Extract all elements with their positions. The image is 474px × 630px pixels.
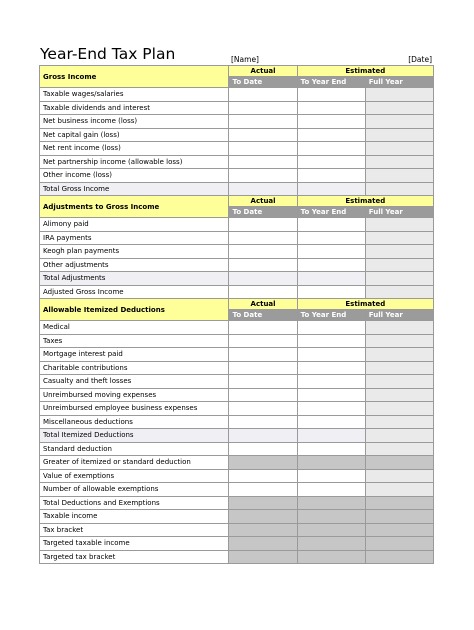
full-year-cell[interactable] — [365, 550, 433, 564]
table-row — [40, 258, 434, 272]
to-date-cell[interactable] — [229, 142, 297, 156]
to-year-end-header: To Year End — [297, 77, 365, 88]
table-row — [40, 334, 434, 348]
row-label: Total Deductions and Exemptions — [40, 496, 229, 510]
table-row — [40, 231, 434, 245]
full-year-cell[interactable] — [365, 101, 433, 115]
to-year-end-cell[interactable] — [297, 258, 365, 272]
full-year-cell[interactable] — [365, 375, 433, 389]
row-label: Other income (loss) — [40, 169, 229, 183]
row-label: Unreimbursed employee business expenses — [40, 402, 229, 416]
to-year-end-cell[interactable] — [297, 496, 365, 510]
to-year-end-cell[interactable] — [297, 321, 365, 335]
to-date-cell[interactable] — [229, 496, 297, 510]
full-year-cell[interactable] — [365, 169, 433, 183]
to-year-end-header: To Year End — [297, 310, 365, 321]
date-placeholder[interactable]: [Date] — [408, 55, 432, 64]
to-date-cell[interactable] — [229, 169, 297, 183]
to-date-cell[interactable] — [229, 456, 297, 470]
to-date-cell[interactable] — [229, 469, 297, 483]
full-year-cell[interactable] — [365, 537, 433, 551]
table-row — [40, 115, 434, 129]
row-label: Total Gross Income — [40, 182, 229, 196]
to-year-end-cell[interactable] — [297, 285, 365, 299]
row-label: Miscellaneous deductions — [40, 415, 229, 429]
to-date-cell[interactable] — [229, 218, 297, 232]
full-year-cell[interactable] — [365, 348, 433, 362]
table-row — [40, 245, 434, 259]
row-label: Tax bracket — [40, 523, 229, 537]
to-year-end-cell[interactable] — [297, 128, 365, 142]
table-row — [40, 550, 434, 564]
full-year-cell[interactable] — [365, 483, 433, 497]
to-date-cell[interactable] — [229, 245, 297, 259]
to-date-cell[interactable] — [229, 537, 297, 551]
table-row — [40, 388, 434, 402]
row-label: Greater of itemized or standard deduction — [40, 456, 229, 470]
full-year-cell[interactable] — [365, 218, 433, 232]
row-label: Mortgage interest paid — [40, 348, 229, 362]
to-year-end-cell[interactable] — [297, 510, 365, 524]
to-year-end-cell[interactable] — [297, 537, 365, 551]
estimated-header: Estimated — [297, 66, 433, 77]
table-row — [40, 510, 434, 524]
table-row — [40, 155, 434, 169]
row-label: Unreimbursed moving expenses — [40, 388, 229, 402]
estimated-header: Estimated — [297, 196, 433, 207]
row-label: Keogh plan payments — [40, 245, 229, 259]
to-year-end-cell[interactable] — [297, 388, 365, 402]
to-date-header: To Date — [229, 77, 297, 88]
table-row — [40, 348, 434, 362]
to-date-cell[interactable] — [229, 272, 297, 286]
table-row — [40, 182, 434, 196]
full-year-header: Full Year — [365, 310, 433, 321]
full-year-cell[interactable] — [365, 469, 433, 483]
to-year-end-cell[interactable] — [297, 272, 365, 286]
full-year-cell[interactable] — [365, 258, 433, 272]
to-year-end-cell[interactable] — [297, 182, 365, 196]
estimated-header: Estimated — [297, 299, 433, 310]
full-year-cell[interactable] — [365, 142, 433, 156]
table-row — [40, 496, 434, 510]
to-date-cell[interactable] — [229, 182, 297, 196]
full-year-cell[interactable] — [365, 285, 433, 299]
full-year-cell[interactable] — [365, 456, 433, 470]
actual-header: Actual — [229, 66, 297, 77]
to-year-end-cell[interactable] — [297, 429, 365, 443]
full-year-cell[interactable] — [365, 510, 433, 524]
section-header-row — [40, 196, 434, 207]
row-label: Standard deduction — [40, 442, 229, 456]
to-date-header: To Date — [229, 207, 297, 218]
section-title: Adjustments to Gross Income — [40, 196, 229, 218]
to-year-end-cell[interactable] — [297, 218, 365, 232]
table-row — [40, 218, 434, 232]
to-date-cell[interactable] — [229, 101, 297, 115]
row-label: Charitable contributions — [40, 361, 229, 375]
table-row — [40, 415, 434, 429]
to-date-cell[interactable] — [229, 375, 297, 389]
full-year-cell[interactable] — [365, 388, 433, 402]
table-row — [40, 101, 434, 115]
table-row — [40, 272, 434, 286]
table-row — [40, 361, 434, 375]
table-row — [40, 285, 434, 299]
to-date-cell[interactable] — [229, 442, 297, 456]
table-row — [40, 128, 434, 142]
full-year-header: Full Year — [365, 207, 433, 218]
to-date-cell[interactable] — [229, 388, 297, 402]
to-year-end-cell[interactable] — [297, 245, 365, 259]
full-year-cell[interactable] — [365, 321, 433, 335]
to-date-cell[interactable] — [229, 510, 297, 524]
row-label: Total Adjustments — [40, 272, 229, 286]
full-year-cell[interactable] — [365, 272, 433, 286]
full-year-cell[interactable] — [365, 402, 433, 416]
to-date-cell[interactable] — [229, 155, 297, 169]
table-row — [40, 142, 434, 156]
table-row — [40, 469, 434, 483]
to-date-cell[interactable] — [229, 334, 297, 348]
table-row — [40, 169, 434, 183]
table-row — [40, 402, 434, 416]
row-label: Net rent income (loss) — [40, 142, 229, 156]
full-year-cell[interactable] — [365, 523, 433, 537]
to-year-end-cell[interactable] — [297, 523, 365, 537]
to-date-cell[interactable] — [229, 128, 297, 142]
page-title: Year-End Tax Plan — [40, 45, 176, 63]
to-year-end-cell[interactable] — [297, 348, 365, 362]
tax-plan-table — [39, 65, 434, 564]
to-year-end-cell[interactable] — [297, 469, 365, 483]
table-row — [40, 321, 434, 335]
full-year-cell[interactable] — [365, 442, 433, 456]
to-year-end-cell[interactable] — [297, 115, 365, 129]
to-date-cell[interactable] — [229, 321, 297, 335]
row-label: Medical — [40, 321, 229, 335]
section-header-row — [40, 66, 434, 77]
row-label: Casualty and theft losses — [40, 375, 229, 389]
full-year-cell[interactable] — [365, 245, 433, 259]
to-date-cell[interactable] — [229, 348, 297, 362]
row-label: Taxable dividends and interest — [40, 101, 229, 115]
section-title: Gross Income — [40, 66, 229, 88]
table-row — [40, 537, 434, 551]
to-year-end-cell[interactable] — [297, 550, 365, 564]
to-date-cell[interactable] — [229, 523, 297, 537]
row-label: Targeted taxable income — [40, 537, 229, 551]
section-header-row — [40, 299, 434, 310]
row-label: Other adjustments — [40, 258, 229, 272]
row-label: Adjusted Gross Income — [40, 285, 229, 299]
to-year-end-cell[interactable] — [297, 169, 365, 183]
to-date-cell[interactable] — [229, 550, 297, 564]
to-date-cell[interactable] — [229, 258, 297, 272]
to-year-end-cell[interactable] — [297, 415, 365, 429]
to-date-cell[interactable] — [229, 361, 297, 375]
table-row — [40, 429, 434, 443]
tax-plan-sheet — [39, 65, 434, 564]
full-year-cell[interactable] — [365, 155, 433, 169]
table-row — [40, 456, 434, 470]
full-year-cell[interactable] — [365, 429, 433, 443]
full-year-header: Full Year — [365, 77, 433, 88]
row-label: IRA payments — [40, 231, 229, 245]
full-year-cell[interactable] — [365, 88, 433, 102]
to-year-end-header: To Year End — [297, 207, 365, 218]
to-date-header: To Date — [229, 310, 297, 321]
full-year-cell[interactable] — [365, 334, 433, 348]
to-date-cell[interactable] — [229, 483, 297, 497]
table-row — [40, 483, 434, 497]
section-title: Allowable Itemized Deductions — [40, 299, 229, 321]
row-label: Net capital gain (loss) — [40, 128, 229, 142]
to-year-end-cell[interactable] — [297, 483, 365, 497]
table-body — [40, 66, 434, 564]
table-row — [40, 88, 434, 102]
full-year-cell[interactable] — [365, 231, 433, 245]
full-year-cell[interactable] — [365, 496, 433, 510]
table-row — [40, 523, 434, 537]
to-date-cell[interactable] — [229, 415, 297, 429]
row-label: Value of exemptions — [40, 469, 229, 483]
row-label: Taxable wages/salaries — [40, 88, 229, 102]
full-year-cell[interactable] — [365, 115, 433, 129]
row-label: Targeted tax bracket — [40, 550, 229, 564]
to-year-end-cell[interactable] — [297, 375, 365, 389]
row-label: Net partnership income (allowable loss) — [40, 155, 229, 169]
full-year-cell[interactable] — [365, 128, 433, 142]
name-placeholder[interactable]: [Name] — [231, 55, 259, 64]
full-year-cell[interactable] — [365, 182, 433, 196]
to-date-cell[interactable] — [229, 88, 297, 102]
row-label: Alimony paid — [40, 218, 229, 232]
row-label: Net business income (loss) — [40, 115, 229, 129]
to-date-cell[interactable] — [229, 115, 297, 129]
to-date-cell[interactable] — [229, 402, 297, 416]
to-year-end-cell[interactable] — [297, 101, 365, 115]
row-label: Taxes — [40, 334, 229, 348]
to-year-end-cell[interactable] — [297, 442, 365, 456]
to-date-cell[interactable] — [229, 429, 297, 443]
to-year-end-cell[interactable] — [297, 155, 365, 169]
table-row — [40, 442, 434, 456]
actual-header: Actual — [229, 196, 297, 207]
to-year-end-cell[interactable] — [297, 361, 365, 375]
to-date-cell[interactable] — [229, 231, 297, 245]
row-label: Number of allowable exemptions — [40, 483, 229, 497]
to-date-cell[interactable] — [229, 285, 297, 299]
to-year-end-cell[interactable] — [297, 142, 365, 156]
to-year-end-cell[interactable] — [297, 456, 365, 470]
to-year-end-cell[interactable] — [297, 88, 365, 102]
full-year-cell[interactable] — [365, 361, 433, 375]
to-year-end-cell[interactable] — [297, 334, 365, 348]
to-year-end-cell[interactable] — [297, 231, 365, 245]
table-row — [40, 375, 434, 389]
row-label: Total Itemized Deductions — [40, 429, 229, 443]
row-label: Taxable income — [40, 510, 229, 524]
actual-header: Actual — [229, 299, 297, 310]
full-year-cell[interactable] — [365, 415, 433, 429]
to-year-end-cell[interactable] — [297, 402, 365, 416]
